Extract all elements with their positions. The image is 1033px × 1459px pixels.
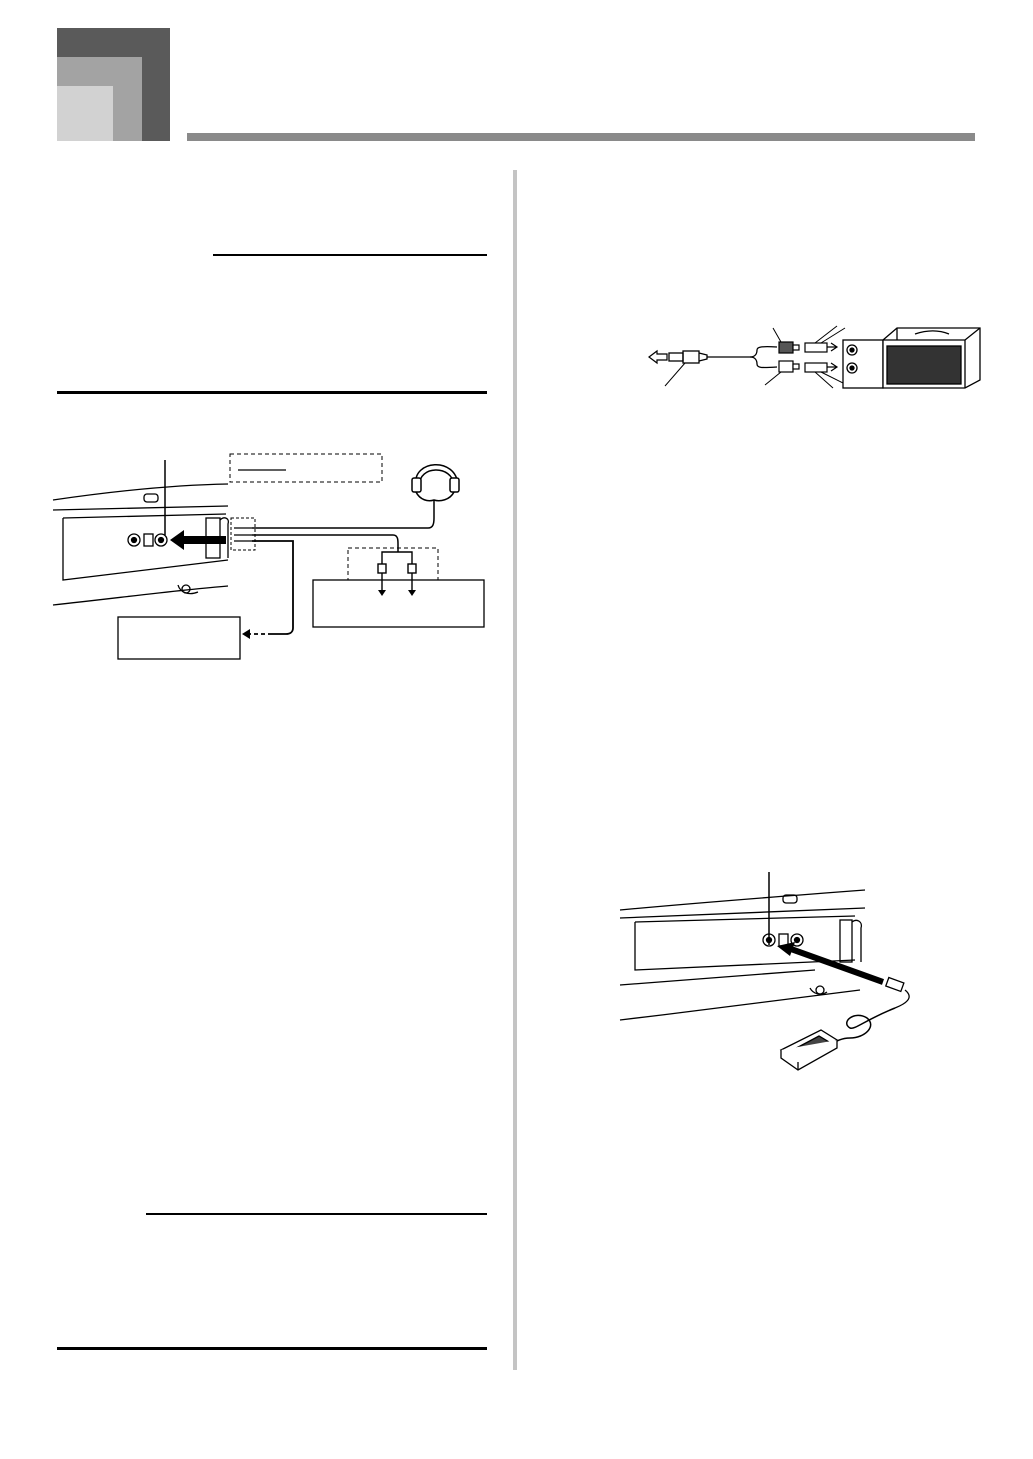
rca-plug-icon	[779, 342, 799, 372]
sustain-pedal-icon	[781, 1030, 837, 1070]
dashed-rca-box	[348, 548, 438, 580]
keyboard-rear-panel-icon	[620, 890, 865, 1020]
headphones-icon	[412, 465, 459, 501]
subheading-rule	[146, 1213, 487, 1215]
standard-plug-icon	[669, 351, 707, 363]
rca-cable	[252, 535, 398, 552]
header-rule	[187, 133, 975, 141]
section-rule	[57, 1347, 487, 1350]
subheading-rule	[213, 254, 487, 256]
headphone-cable	[252, 500, 434, 528]
sustain-pedal-connection-figure	[615, 870, 925, 1080]
arrow-icon	[649, 351, 667, 363]
amplifier-connection-figure	[645, 320, 985, 400]
amplifier-icon	[843, 328, 980, 388]
keyboard-rear-panel-icon	[53, 484, 228, 605]
dashed-label-box	[230, 454, 382, 482]
audio-device-box	[313, 580, 484, 627]
arrow-icon	[170, 530, 226, 550]
dashed-plug-box	[231, 518, 255, 550]
rca-plug-icon	[378, 552, 416, 590]
header-tab-light	[57, 86, 113, 141]
plug-pointer-line	[665, 363, 685, 386]
video-cable	[252, 541, 293, 634]
arrow-icon	[777, 942, 883, 982]
column-divider	[513, 170, 517, 1370]
headphone-connection-figure	[48, 440, 494, 665]
section-rule	[57, 391, 487, 394]
device-box	[118, 617, 240, 659]
